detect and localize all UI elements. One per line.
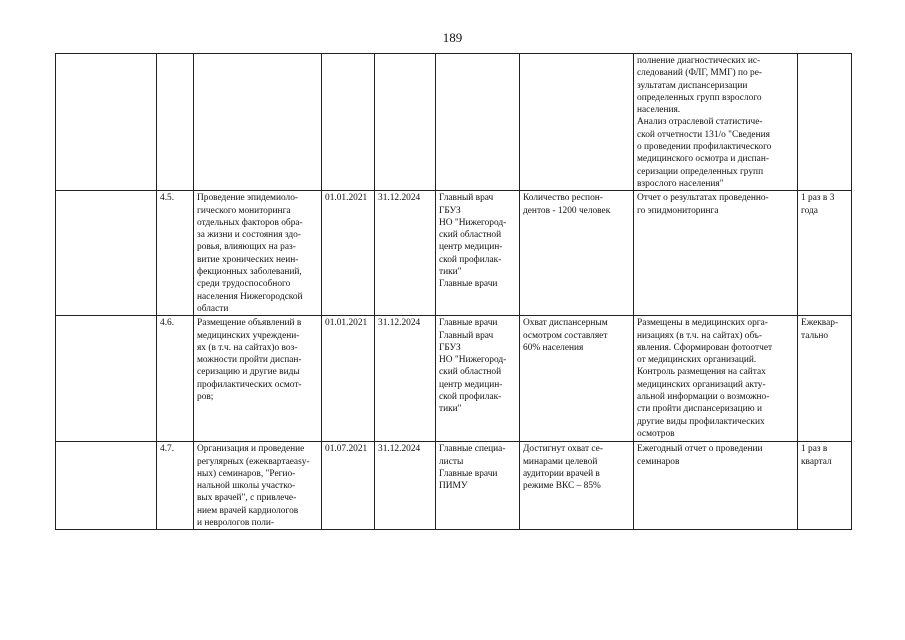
end-date (375, 54, 436, 191)
frequency: 1 раз в 3 года (798, 191, 852, 316)
frequency: 1 раз в квартал (798, 442, 852, 530)
frequency (798, 54, 852, 191)
row-number: 4.6. (157, 316, 194, 442)
plan-table (55, 53, 852, 530)
row-number: 4.7. (157, 442, 194, 530)
start-date: 01.07.2021 (322, 442, 375, 530)
end-date: 31.12.2024 (375, 316, 436, 442)
target-indicator (520, 54, 634, 191)
row-number: 4.5. (157, 191, 194, 316)
responsible-executors: Главные специа- листы Главные врачи ПИМУ (436, 442, 520, 530)
end-date: 31.12.2024 (375, 442, 436, 530)
target-indicator: Достигнут охват се- минарами целевой аудитории врачей в режиме ВКС – 85% (520, 442, 634, 530)
event-description: Организация и проведение регулярных (ежеквартаeasy- ных) семинаров, "Регио- нальной школы участко- вых врачей", с привлече- нием врачей кардиологов и неврологов поли- (194, 442, 322, 530)
frequency: Ежеквар- тально (798, 316, 852, 442)
responsible-executors (436, 54, 520, 191)
expected-result: Размещены в медицинских орга- низациях (в т.ч. на сайтах) объ- явления. Сформирован фотоотчет от медицинских организаций. Контроль размещения на сайтах медицинских организаций акту- альной информации о возможно- сти пройти диспансеризацию и другие виды профилактических осмотров (634, 316, 798, 442)
expected-result: Ежегодный отчет о проведении семинаров (634, 442, 798, 530)
target-indicator: Охват диспансерным осмотром составляет 60% населения (520, 316, 634, 442)
spacer-cell (56, 191, 157, 316)
responsible-executors: Главный врач ГБУЗ НО "Нижегород- ский областной центр медицин- ской профилак- тики" Главные врачи (436, 191, 520, 316)
page-number: 189 (442, 30, 463, 45)
row-number (157, 54, 194, 191)
start-date (322, 54, 375, 191)
start-date: 01.01.2021 (322, 316, 375, 442)
target-indicator: Количество респон- дентов - 1200 человек (520, 191, 634, 316)
start-date: 01.01.2021 (322, 191, 375, 316)
responsible-executors: Главные врачи Главный врач ГБУЗ НО "Нижегород- ский областной центр медицин- ской профилак- тики" (436, 316, 520, 442)
end-date: 31.12.2024 (375, 191, 436, 316)
event-description: Проведение эпидемиоло- гического мониторинга отдельных факторов обра- за жизни и состояния здо- ровья, влияющих на раз- витие хронических неин- фекционных заболеваний, среди трудоспособного населения Нижегородской области (194, 191, 322, 316)
spacer-cell (56, 54, 157, 191)
spacer-cell (56, 442, 157, 530)
table-row (56, 54, 852, 191)
event-description (194, 54, 322, 191)
event-description: Размещение объявлений в медицинских учреждени- ях (в т.ч. на сайтах)о воз- можности пройти диспан- серизацию и другие виды профилактических осмот- ров; (194, 316, 322, 442)
table-row (56, 316, 852, 442)
table-row (56, 442, 852, 530)
table-row (56, 191, 852, 316)
expected-result: полнение диагностических ис- следований (ФЛГ, ММГ) по ре- зультатам диспансеризации определенных групп взрослого населения. Анализ отраслевой статистиче- ской отчетности 131/о "Сведения о проведении профилактического медицинского осмотра и диспан- серизации определенных групп взрослого населения" (634, 54, 798, 191)
expected-result: Отчет о результатах проведенно- го эпидмониторинга (634, 191, 798, 316)
spacer-cell (56, 316, 157, 442)
